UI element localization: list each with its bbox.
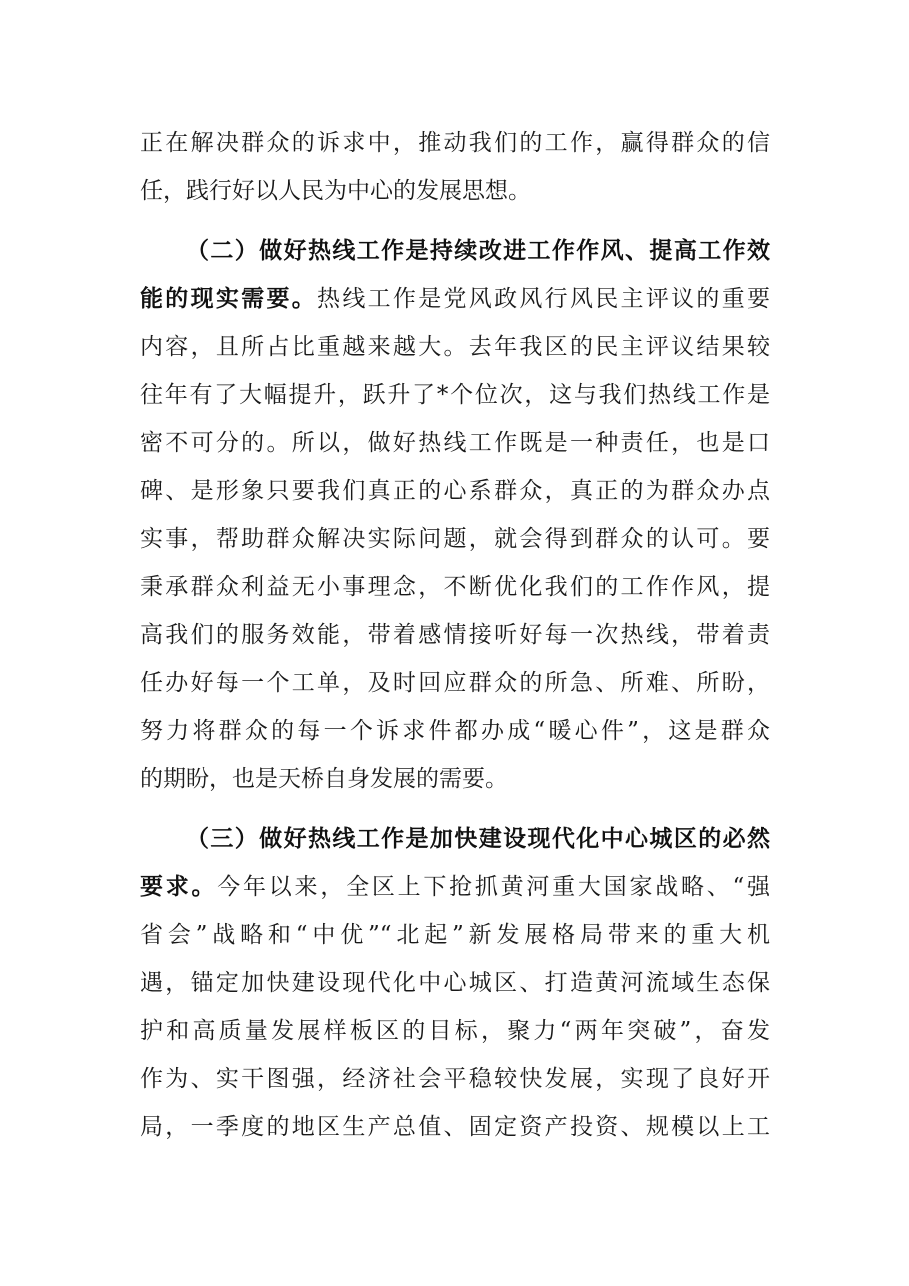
line-text: 遇，锚定加快建设现代化中心城区、打造黄河流域生态保 — [140, 970, 770, 996]
section-heading-line — [186, 824, 770, 854]
text-line — [140, 1016, 770, 1046]
text-line — [140, 524, 770, 554]
line-text: 正在解决群众的诉求中，推动我们的工作，赢得群众的信 — [140, 130, 770, 156]
text-line — [140, 1064, 770, 1094]
line-text: 高我们的服务效能，带着感情接听好每一次热线，带着责 — [140, 622, 770, 648]
line-text: 往年有了大幅提升，跃升了*个位次，这与我们热线工作是 — [140, 382, 770, 408]
line-text: 密不可分的。所以，做好热线工作既是一种责任，也是口 — [140, 430, 770, 456]
line-text: 实事，帮助群众解决实际问题，就会得到群众的认可。要 — [140, 526, 770, 552]
line-text: 的期盼，也是天桥自身发展的需要。 — [140, 766, 508, 792]
line-text: 内容，且所占比重越来越大。去年我区的民主评议结果较 — [140, 334, 770, 360]
section-heading-line — [186, 236, 770, 266]
text-line — [140, 920, 770, 950]
text-line — [140, 284, 770, 314]
section-heading-2: （二）做好热线工作是持续改进工作作风、提高工作效 — [186, 238, 770, 264]
text-line — [140, 620, 770, 650]
text-line — [140, 332, 770, 362]
line-text: 作为、实干图强，经济社会平稳较快发展，实现了良好开 — [140, 1066, 770, 1092]
text-line — [140, 128, 770, 158]
line-text: 热线工作是党风政风行风民主评议的重要 — [317, 286, 771, 312]
line-text: 今年以来，全区上下抢抓黄河重大国家战略、“强 — [217, 874, 770, 900]
text-line — [140, 428, 770, 458]
section-heading-3-end: 要求。 — [140, 874, 218, 900]
line-text: 省会”战略和“中优”“北起”新发展格局带来的重大机 — [140, 922, 770, 948]
line-text: 努力将群众的每一个诉求件都办成“暖心件”，这是群众 — [140, 718, 770, 744]
text-line — [140, 872, 770, 902]
text-line — [140, 668, 770, 698]
line-text: 秉承群众利益无小事理念，不断优化我们的工作作风，提 — [140, 574, 770, 600]
section-heading-3: （三）做好热线工作是加快建设现代化中心城区的必然 — [186, 826, 770, 852]
line-text: 碑、是形象只要我们真正的心系群众，真正的为群众办点 — [140, 478, 770, 504]
text-line — [140, 1112, 770, 1142]
line-text: 局，一季度的地区生产总值、固定资产投资、规模以上工 — [140, 1114, 770, 1140]
text-line — [140, 716, 770, 746]
text-line — [140, 476, 770, 506]
section-heading-2-end: 能的现实需要。 — [140, 286, 318, 312]
text-line — [140, 176, 770, 206]
line-text: 任，践行好以人民为中心的发展思想。 — [140, 178, 531, 204]
text-line — [140, 380, 770, 410]
line-text: 任办好每一个工单，及时回应群众的所急、所难、所盼， — [140, 670, 770, 696]
text-line — [140, 968, 770, 998]
line-text: 护和高质量发展样板区的目标，聚力“两年突破”，奋发 — [140, 1018, 770, 1044]
text-line — [140, 572, 770, 602]
text-line — [140, 764, 770, 794]
